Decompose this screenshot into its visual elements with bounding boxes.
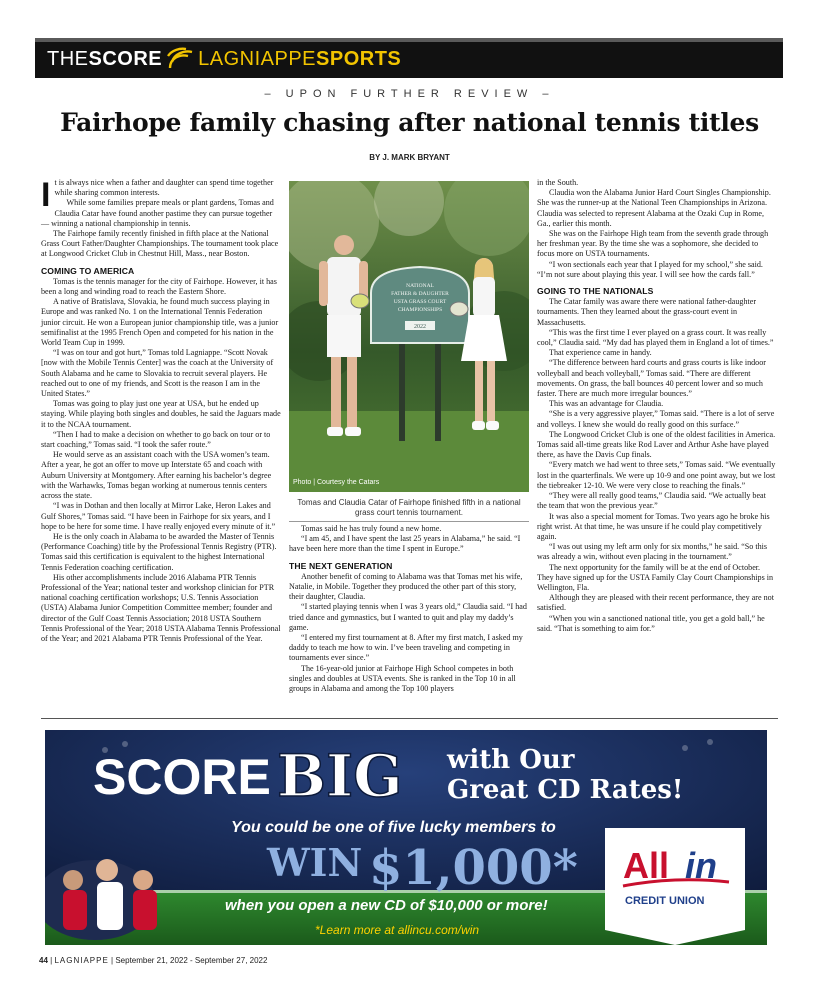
body-paragraph: “The difference between hard courts and grass courts is like indoor volleyball and beach volleyball,” Tomas said. “There are different movements. On grass, the ball bounces 40 percent lower and so much faster. There are much more irregular bounces.” [537,358,766,399]
body-paragraph: Although they are pleased with their recent performance, they are not satisfied. [537,593,774,613]
body-paragraph: She was on the Fairhope High team from the seventh grade through her freshman year. By the time she was a sophomore, she decided to focus more on USTA tournaments. [537,229,769,259]
body-paragraph: His other accomplishments include 2016 Alabama PTR Tennis Professional of the Year; national tester and workshop clinician for PTR national coaching certification workshops; U.S. Tennis Association (USTA) Alabama Junior Competition Committee member; founder and director of the Gulf Coast Tennis Association; 2018 USTA Southern Tennis Professional of the Year; 2018 USTA Alabama Tennis Professional of the Year; and 2021 Alabama PTR Tennis Professional of the Year. [41,572,281,643]
section-logo [47,46,401,72]
article-kicker: – UPON FURTHER REVIEW – [264,88,555,100]
subhead-going-to-nationals: GOING TO THE NATIONALS [537,286,654,297]
body-paragraph: The next opportunity for the family will be at the end of October. They have signed up for the USTA Family Clay Court Championships in Wellington, Fla. [537,562,774,592]
body-paragraph: That experience came in handy. [549,348,652,358]
body-paragraph: “I entered my first tournament at 8. After my first match, I asked my daddy to teach me how to win. I’ve been traveling and competing in tournaments ever since.” [289,633,523,663]
body-paragraph: Tomas said he has truly found a new home. [301,524,442,533]
banner-top-band [35,38,783,42]
logo-score: SCORE [88,47,163,70]
cu-all: All [623,845,670,886]
body-paragraph: Another benefit of coming to Alabama was that Tomas met his wife, Natalie, in Mobile. Together they produced the other part of this story, their daughter, Claudia. [289,571,523,602]
body-paragraph: “Then I had to make a decision on whether to go back on tour or to start coaching,” Tomas said. “I took the safer route.” [41,429,271,450]
body-paragraph: He is the only coach in Alabama to be awarded the Master of Tennis (Performance Coaching) title by the Professional Tennis Registry (PTR). Tomas said this certification is equivalent to the highest International Tennis Federation coaching certification. [41,531,277,572]
ad-artwork [45,730,767,945]
body-paragraph: A native of Bratislava, Slovakia, he found much success playing in Europe and was ranked No. 1 on the International Tennis Federation junior circuit. He won a European junior championship title, was a junior semifinalist at the 1995 French Open and competed for his nation in the World Team Cup in 1999. [41,297,279,348]
body-paragraph: “I am 45, and I have spent the last 25 years in Alabama,” he said. “I have been here more than the time I spent in Europe.” [289,534,521,554]
article-headline: Fairhope family chasing after national tennis titles [60,108,759,137]
ad-when: when you open a new CD of $10,000 or more! [225,897,548,914]
swirl-icon [166,46,194,72]
subhead-next-generation: THE NEXT GENERATION [289,560,393,571]
photo-caption: Tomas and Claudia Catar of Fairhope finished fifth in a national grass court tennis tournament. [297,498,521,517]
photo-credit: Photo | Courtesy the Catars [293,479,380,486]
body-paragraph: in the South. [537,178,579,187]
body-paragraph: Claudia won the Alabama Junior Hard Court Singles Championship. She was the runner-up at the National Teen Championships in Arizona. Claudia was selected to represent Alabama at the Ozaki Cup in Rome, Ga., earlier this month. [537,188,771,228]
body-paragraph: It was also a special moment for Tomas. Two years ago he broke his right wrist. At that time, he was unsure if he could play competitively again. [537,511,770,541]
body-paragraph: He would serve as an assistant coach with the USA women’s team. After a year, he got an offer to move up Interstate 65 and coach with Auburn University at Montgomery. After earning his bachelor’s degree with the Warhawks, Tomas began working at numerous tennis centers across the state. [41,450,272,501]
lead-text: t is always nice when a father and daughter can spend time together while sharing common interests. [54,178,274,198]
drop-cap: I [41,176,51,214]
sign-text: USTA GRASS COURT [393,299,447,305]
body-paragraph: Tomas is the tennis manager for the city of Fairhope. However, it has been a long and winding road to reach the Eastern Shore. [41,276,277,297]
ad-amount: $1,000* [369,840,578,896]
body-paragraph: The Catar family was aware there were national father-daughter tournaments. Then they learned about the grass-court event in Massachusetts. [537,297,757,327]
tennis-players-photo [289,181,529,492]
body-paragraph: “I was on tour and got hurt,” Tomas told Lagniappe. “Scott Novak [now with the Mobile Tennis Center] was the coach at the University of South Alabama and he came to Slovakia to recruit several players. He reached out to one of my friends, and Scott is the reason I am in the United States.” [41,348,274,399]
logo-the: THE [47,47,89,70]
sign-year: 2022 [414,324,426,330]
section-banner [35,38,783,78]
body-paragraph: “I won sectionals each year that I played for my school,” she said. “I’m not sure about playing this year. I will see how the cards fall.” [537,259,763,279]
body-paragraph: The 16-year-old junior at Fairhope High School competes in both singles and doubles at USTA events. She is ranked in the Top 10 in all groups in Alabama and among the Top 100 players [289,663,516,694]
body-paragraph: “They were all really good teams,” Claudia said. “We actually beat the team that won the previous year.” [537,491,766,511]
issue-dates: September 21, 2022 - September 27, 2022 [115,956,268,965]
ad-separator-rule [41,718,778,719]
article-column-3 [537,178,777,634]
article-column-1 [41,178,281,644]
sign-text: CHAMPIONSHIPS [397,307,443,313]
article-photo [289,181,529,492]
body-paragraph: “Every match we had went to three sets,” Tomas said. “We eventually lost in the quarterfinals. We were up 10-9 and one point away, but we lost the tiebreaker 12-10. We were very close to reaching the finals.” [537,460,776,490]
body-paragraph: “I started playing tennis when I was 3 years old,” Claudia said. “I had tried dance and gymnastics, but I wanted to quit and play my daddy’s game. [289,602,527,632]
page-number: 44 [39,956,48,965]
body-paragraph: “I was out using my left arm only for six months,” he said. “So this was already a win, without even placing in the tournament.” [537,542,768,562]
ad-score: SCORE [93,749,271,805]
ad-big: BIG [277,742,403,810]
ad-cd-rates: Great CD Rates! [447,775,684,805]
ad-you-could: You could be one of five lucky members to [231,819,556,836]
credit-union-advertisement[interactable] [45,730,767,945]
body-paragraph: Tomas was going to play just one year at USA, but he ended up staying. While playing both singles and doubles, he said the Jaguars made it to the NCAA tournament. [41,399,281,429]
cheering-fans-image [45,859,157,940]
publication-name: LAGNIAPPE [54,956,109,965]
body-paragraph: The Longwood Cricket Club is one of the oldest facilities in America. Tomas said all-time greats like Rod Laver and Arthur Ashe have played there, as have the Davis Cup finals. [537,429,776,460]
body-paragraph: “She is a very aggressive player,” Tomas said. “There is a lot of serve and volleys. I knew she would do really good on this surface.” [537,409,775,429]
body-paragraph: This was an advantage for Claudia. [549,399,664,409]
cu-in: in [685,845,717,886]
body-paragraph: While some families prepare meals or plant gardens, Tomas and Claudia Catar have found another pastime they can pursue together — winning a national championship in tennis. [41,198,274,228]
body-paragraph: “When you win a sanctioned national title, you get a gold ball,” he said. “That is something to aim for.” [537,613,765,633]
credit-union-logo [605,828,745,945]
ad-win: WIN [267,840,363,885]
sign-text: NATIONAL [406,283,434,289]
article-column-2 [289,524,529,694]
logo-lagniappe: LAGNIAPPE [198,47,317,70]
ad-with-our: with Our [447,745,575,775]
page-folio: 44 | LAGNIAPPE | September 21, 2022 - September 27, 2022 [39,956,268,965]
article-byline: BY J. MARK BRYANT [369,153,450,162]
body-paragraph: “I was in Dothan and then locally at Mirror Lake, Heron Lakes and Gulf Shores,” Tomas said. “I have been in Fairhope for six years, and I hope to be here for some time. I have really enjoyed every minute of it.” [41,501,276,531]
sign-text: FATHER & DAUGHTER [391,291,449,297]
subhead-coming-to-america: COMING TO AMERICA [41,265,135,276]
logo-sports: SPORTS [316,47,402,70]
caption-rule [289,521,529,522]
body-paragraph: The Fairhope family recently finished in fifth place at the National Grass Court Father/Daughter Championships. The tournament took place at Longwood Cricket Club in Chestnut Hill, Mass., near Boston. [41,229,279,259]
cu-name: CREDIT UNION [625,895,705,907]
body-paragraph: “This was the first time I ever played on a grass court. It was really cool,” Claudia said. “My dad has played them in England a lot of times.” [537,327,774,348]
ad-learn-more[interactable]: *Learn more at allincu.com/win [315,923,480,937]
